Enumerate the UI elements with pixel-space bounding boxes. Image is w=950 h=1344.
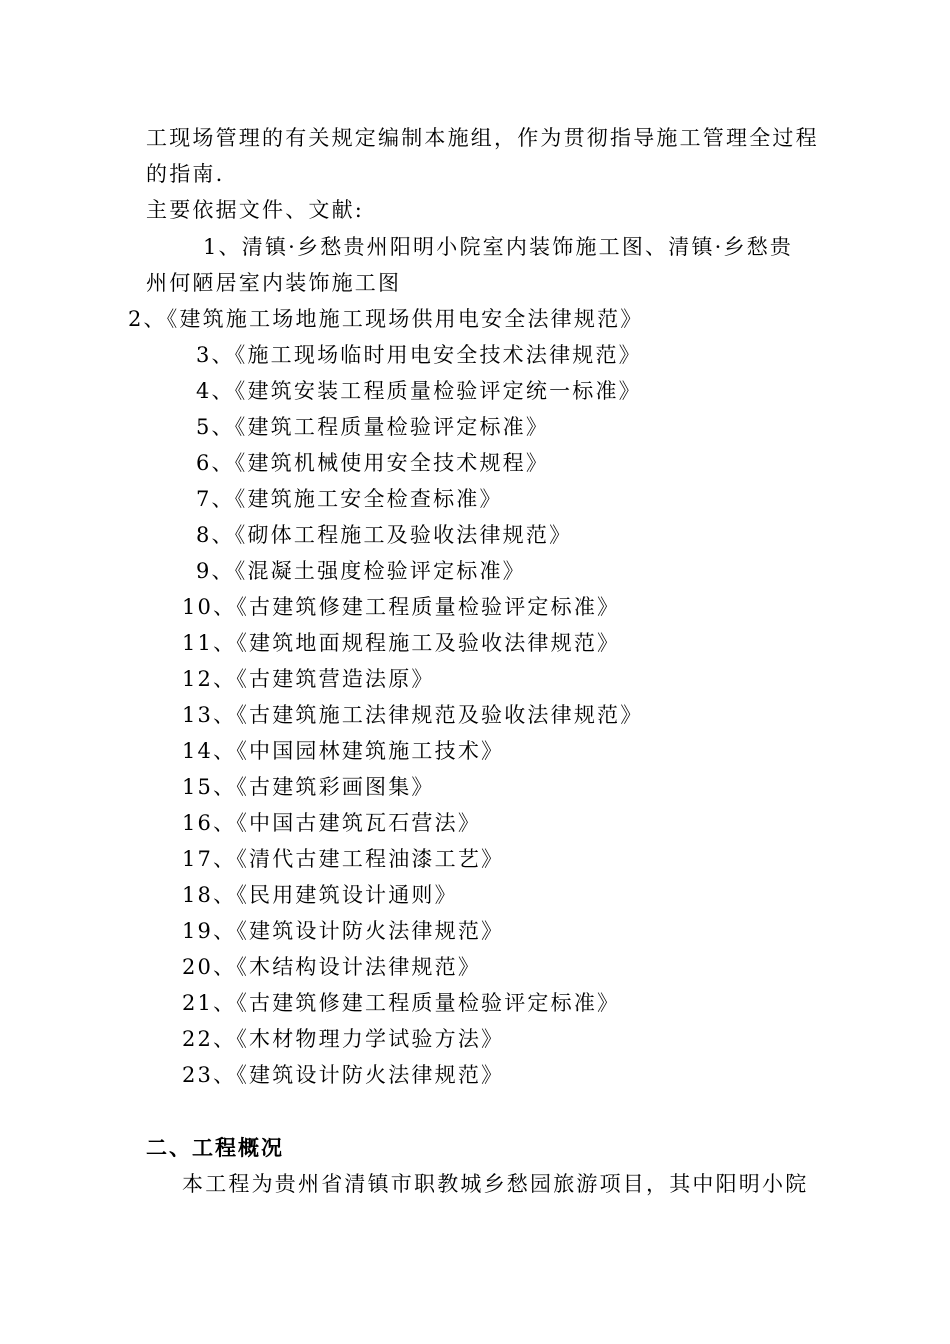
- reference-item-15: [182, 773, 435, 801]
- section-body-line: 本工程为贵州省清镇市职教城乡愁园旅游项目，其中阳明小院: [182, 1172, 809, 1196]
- reference-title: 清镇·乡愁贵州阳明小院室内装饰施工图、清镇·乡愁贵: [241, 235, 794, 259]
- reference-item-14: [182, 737, 504, 765]
- reference-title: 《民用建筑设计通则》: [236, 883, 458, 907]
- reference-item-9: [196, 557, 526, 585]
- reference-number: 14、: [182, 739, 237, 763]
- reference-title: 《建筑地面规程施工及验收法律规范》: [236, 631, 621, 655]
- reference-number: 18、: [182, 883, 237, 907]
- intro-line-1: 工现场管理的有关规定编制本施组，作为贯彻指导施工管理全过程: [146, 126, 819, 150]
- reference-number: 9、: [196, 559, 235, 583]
- reference-number: 16、: [182, 811, 237, 835]
- reference-item-13: [182, 701, 643, 729]
- reference-item-4: [196, 377, 642, 405]
- reference-number: 21、: [182, 991, 237, 1015]
- intro-line-2: 的指南.: [146, 162, 225, 186]
- reference-title: 《建筑安装工程质量检验评定统一标准》: [234, 379, 642, 403]
- reference-number: 23、: [182, 1063, 237, 1087]
- reference-number: 17、: [182, 847, 237, 871]
- reference-title: 《中国古建筑瓦石营法》: [236, 811, 482, 835]
- reference-title: 《清代古建工程油漆工艺》: [236, 847, 505, 871]
- reference-title: 《古建筑施工法律规范及验收法律规范》: [236, 703, 644, 727]
- reference-item-8: [196, 521, 572, 549]
- reference-number: 8、: [196, 523, 235, 547]
- reference-title: 《建筑设计防火法律规范》: [236, 1063, 505, 1087]
- reference-item-11: [182, 629, 620, 657]
- reference-item-10: [182, 593, 620, 621]
- reference-item-12: [182, 665, 435, 693]
- reference-item-18: [182, 881, 458, 909]
- reference-item-6: [196, 449, 549, 477]
- reference-number: 13、: [182, 703, 237, 727]
- reference-title: 《混凝土强度检验评定标准》: [234, 559, 526, 583]
- reference-item-16: [182, 809, 481, 837]
- reference-number: 5、: [196, 415, 235, 439]
- reference-number: 15、: [182, 775, 237, 799]
- basis-title: 主要依据文件、文献:: [146, 198, 365, 222]
- reference-item-22: [182, 1025, 504, 1053]
- reference-number: 11、: [182, 631, 237, 655]
- reference-number: 3、: [196, 343, 235, 367]
- reference-item-5: [196, 413, 549, 441]
- reference-number: 4、: [196, 379, 235, 403]
- reference-item-7: [196, 485, 503, 513]
- reference-item-19: [182, 917, 504, 945]
- reference-item-1: [203, 233, 793, 261]
- reference-title: 《木材物理力学试验方法》: [236, 1027, 505, 1051]
- reference-title: 《中国园林建筑施工技术》: [236, 739, 505, 763]
- reference-item-17: [182, 845, 504, 873]
- reference-title: 《古建筑修建工程质量检验评定标准》: [236, 595, 621, 619]
- reference-number: 10、: [182, 595, 237, 619]
- reference-item-21: [182, 989, 620, 1017]
- section-heading: 二、工程概况: [146, 1136, 284, 1160]
- reference-number: 1、: [203, 235, 242, 259]
- reference-item-23: [182, 1061, 504, 1089]
- reference-number: 2、: [128, 307, 167, 331]
- reference-title: 《木结构设计法律规范》: [236, 955, 482, 979]
- reference-title: 《古建筑彩画图集》: [236, 775, 435, 799]
- reference-item-2: [128, 305, 643, 333]
- reference-item-1-continuation: 州何陋居室内装饰施工图: [146, 271, 402, 295]
- reference-title: 《砌体工程施工及验收法律规范》: [234, 523, 573, 547]
- reference-item-3: [196, 341, 642, 369]
- reference-number: 12、: [182, 667, 237, 691]
- reference-title: 《建筑施工场地施工现场供用电安全法律规范》: [166, 307, 644, 331]
- reference-title: 《建筑设计防火法律规范》: [236, 919, 505, 943]
- reference-title: 《古建筑营造法原》: [236, 667, 435, 691]
- reference-title: 《古建筑修建工程质量检验评定标准》: [236, 991, 621, 1015]
- reference-number: 19、: [182, 919, 237, 943]
- reference-item-20: [182, 953, 481, 981]
- reference-number: 20、: [182, 955, 237, 979]
- reference-title: 《施工现场临时用电安全技术法律规范》: [234, 343, 642, 367]
- reference-number: 7、: [196, 487, 235, 511]
- reference-number: 6、: [196, 451, 235, 475]
- reference-title: 《建筑工程质量检验评定标准》: [234, 415, 550, 439]
- reference-title: 《建筑机械使用安全技术规程》: [234, 451, 550, 475]
- reference-number: 22、: [182, 1027, 237, 1051]
- reference-title: 《建筑施工安全检查标准》: [234, 487, 503, 511]
